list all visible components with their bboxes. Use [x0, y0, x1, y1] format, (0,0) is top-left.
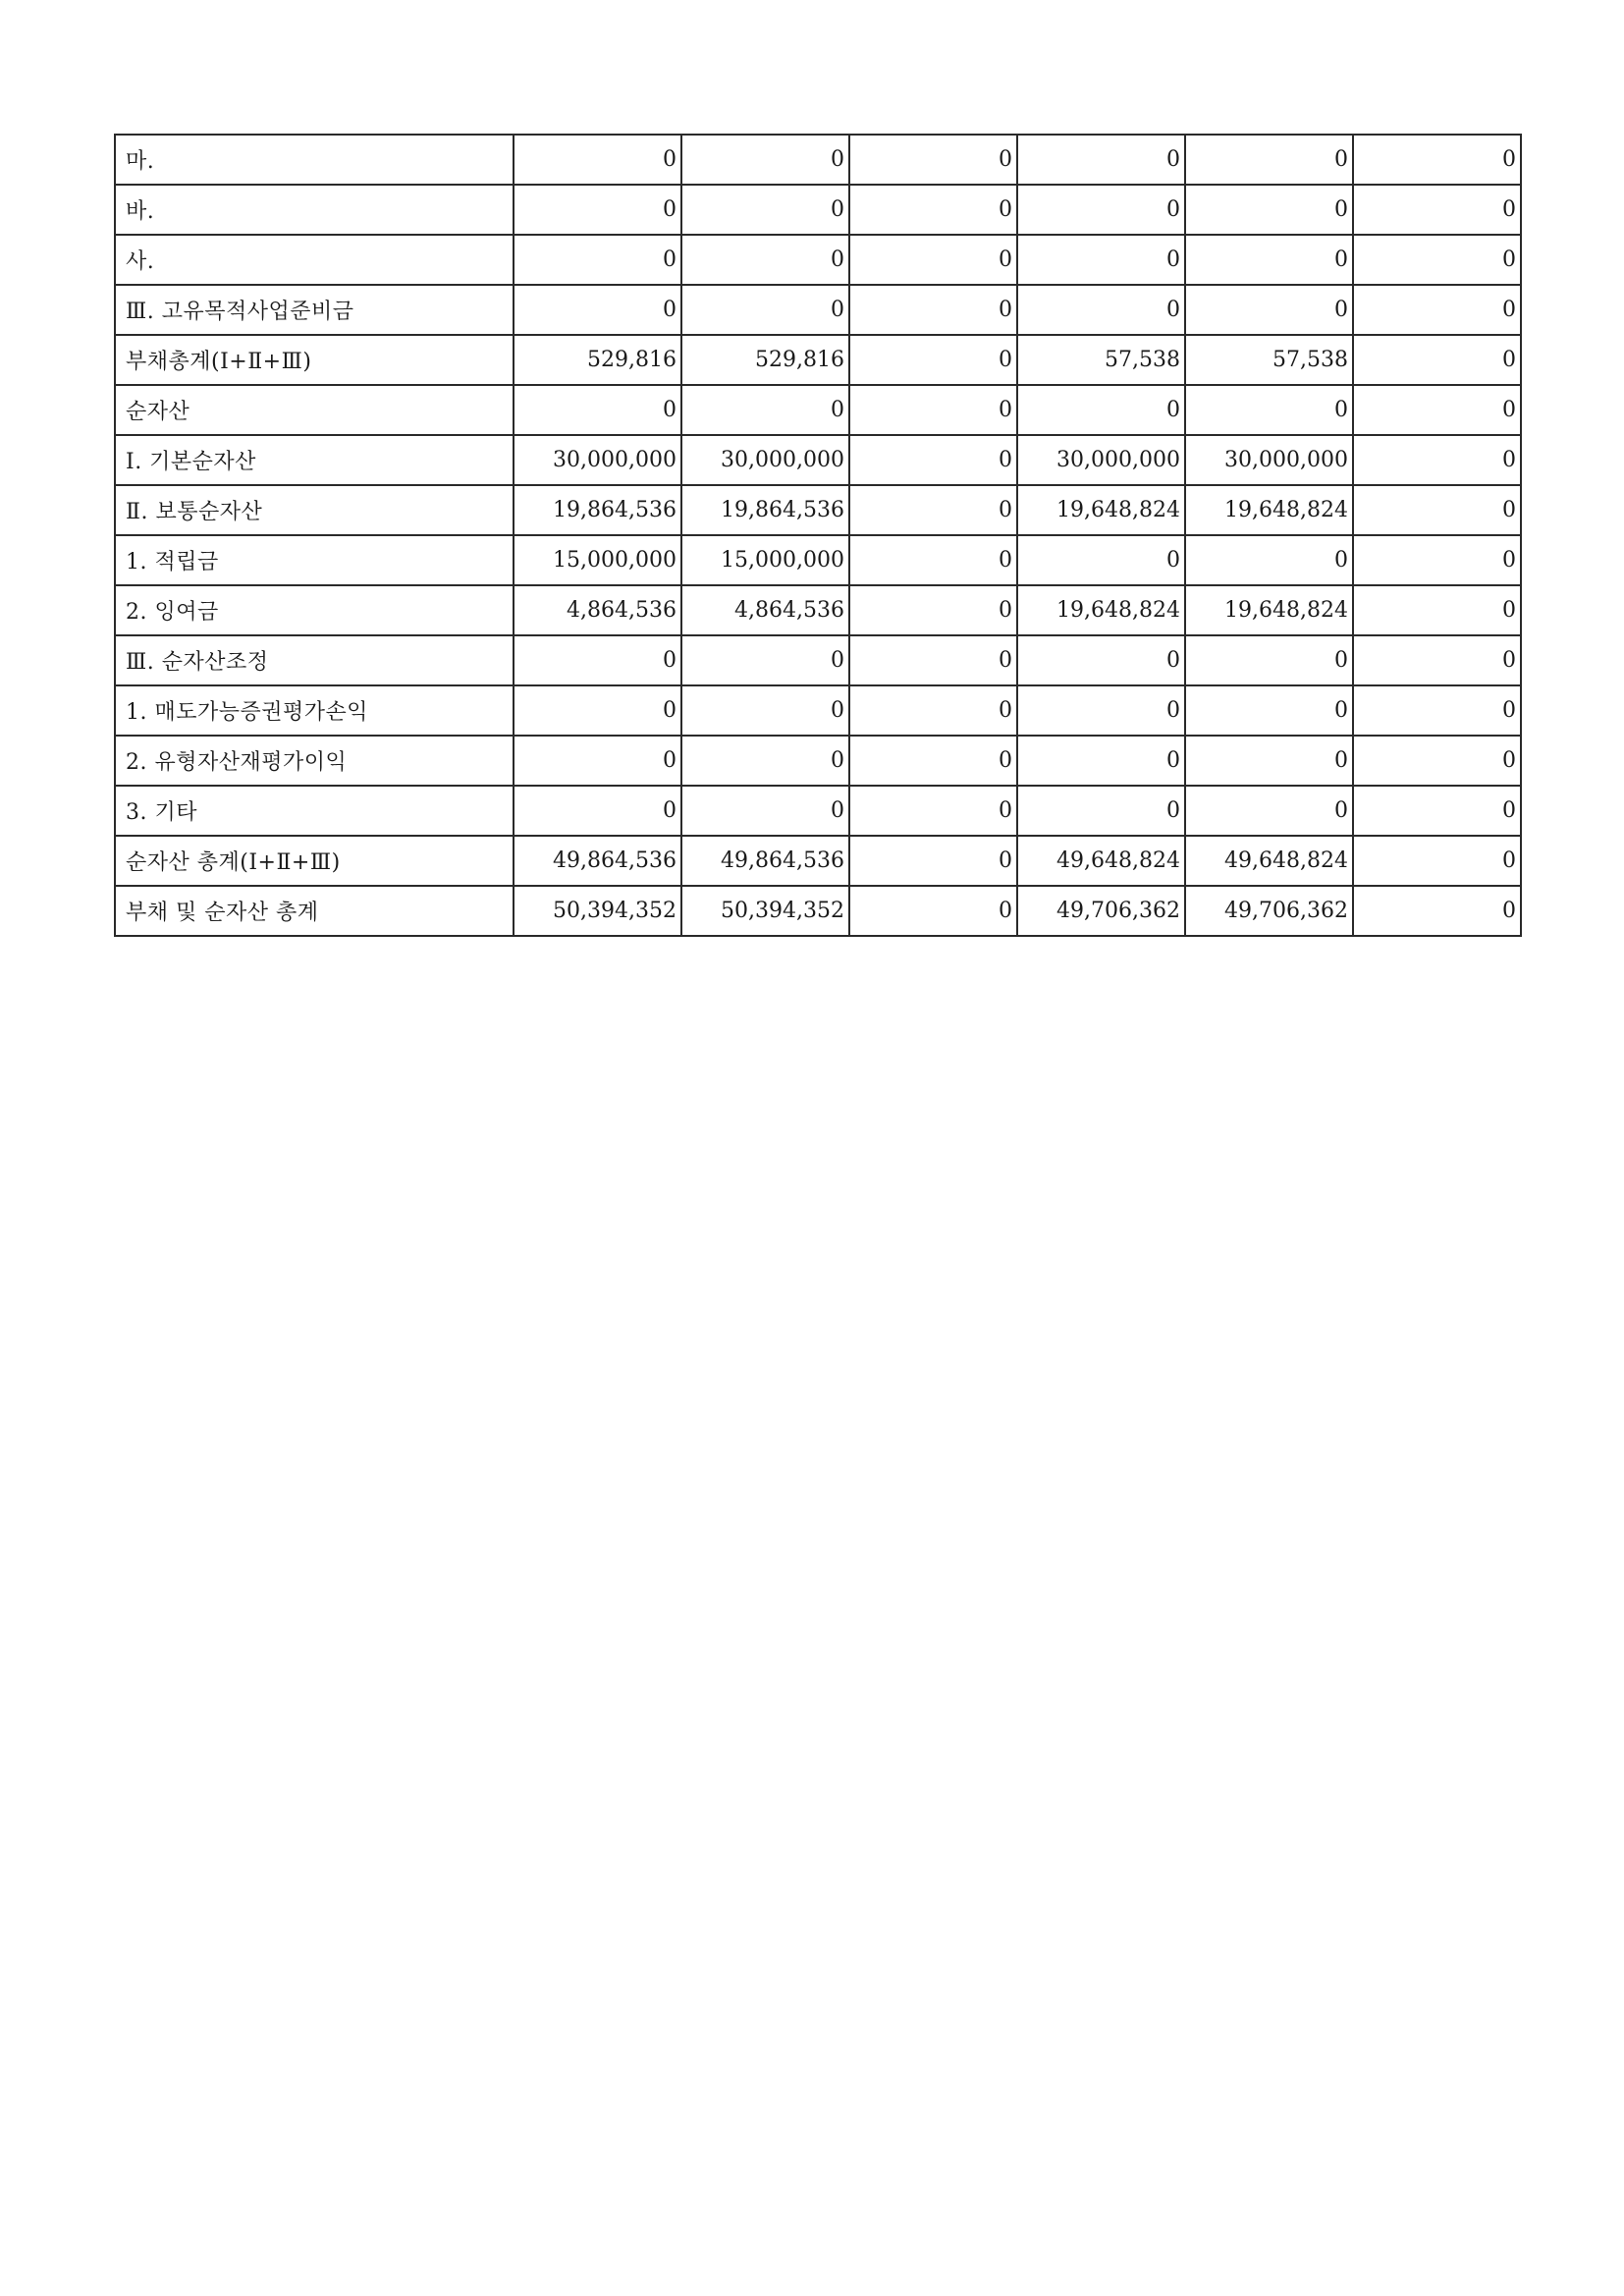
row-value-col-6: 0	[1353, 285, 1521, 335]
row-value-col-5: 19,648,824	[1185, 585, 1353, 635]
row-value-col-2: 49,864,536	[681, 836, 849, 886]
row-value-col-3: 0	[849, 585, 1017, 635]
row-value-col-1: 0	[514, 736, 681, 786]
row-value-col-3: 0	[849, 635, 1017, 685]
row-value-col-6: 0	[1353, 485, 1521, 535]
row-value-col-4: 0	[1017, 135, 1185, 185]
row-value-col-2: 0	[681, 285, 849, 335]
row-value-col-3: 0	[849, 685, 1017, 736]
row-label: Ⅰ. 기본순자산	[115, 435, 514, 485]
row-value-col-3: 0	[849, 135, 1017, 185]
row-value-col-3: 0	[849, 786, 1017, 836]
row-value-col-1: 30,000,000	[514, 435, 681, 485]
table-row	[115, 585, 1521, 635]
row-value-col-4: 19,648,824	[1017, 585, 1185, 635]
table-row	[115, 335, 1521, 385]
row-label: Ⅲ. 고유목적사업준비금	[115, 285, 514, 335]
row-value-col-4: 0	[1017, 285, 1185, 335]
row-value-col-4: 30,000,000	[1017, 435, 1185, 485]
row-value-col-1: 50,394,352	[514, 886, 681, 936]
row-label: 부채총계(Ⅰ+Ⅱ+Ⅲ)	[115, 335, 514, 385]
row-label: 바.	[115, 185, 514, 235]
table-row	[115, 485, 1521, 535]
row-value-col-4: 49,648,824	[1017, 836, 1185, 886]
row-value-col-5: 0	[1185, 235, 1353, 285]
row-label: 1. 매도가능증권평가손익	[115, 685, 514, 736]
row-value-col-2: 0	[681, 135, 849, 185]
row-value-col-4: 0	[1017, 736, 1185, 786]
row-value-col-2: 4,864,536	[681, 585, 849, 635]
row-value-col-1: 4,864,536	[514, 585, 681, 635]
row-value-col-1: 0	[514, 235, 681, 285]
row-value-col-5: 0	[1185, 535, 1353, 585]
financial-table	[114, 134, 1522, 937]
row-value-col-1: 0	[514, 685, 681, 736]
row-value-col-2: 0	[681, 635, 849, 685]
row-label: 부채 및 순자산 총계	[115, 886, 514, 936]
row-label: 마.	[115, 135, 514, 185]
row-value-col-1: 0	[514, 185, 681, 235]
row-value-col-3: 0	[849, 235, 1017, 285]
row-value-col-2: 529,816	[681, 335, 849, 385]
row-value-col-1: 0	[514, 635, 681, 685]
row-value-col-3: 0	[849, 886, 1017, 936]
row-label: 순자산 총계(Ⅰ+Ⅱ+Ⅲ)	[115, 836, 514, 886]
row-value-col-6: 0	[1353, 635, 1521, 685]
row-label: 순자산	[115, 385, 514, 435]
row-value-col-5: 0	[1185, 385, 1353, 435]
row-value-col-5: 49,648,824	[1185, 836, 1353, 886]
row-label: 1. 적립금	[115, 535, 514, 585]
row-value-col-4: 0	[1017, 185, 1185, 235]
row-value-col-1: 19,864,536	[514, 485, 681, 535]
row-value-col-6: 0	[1353, 385, 1521, 435]
row-value-col-5: 19,648,824	[1185, 485, 1353, 535]
table-row	[115, 385, 1521, 435]
table-body	[115, 135, 1521, 936]
row-value-col-4: 57,538	[1017, 335, 1185, 385]
row-value-col-2: 0	[681, 185, 849, 235]
row-value-col-5: 0	[1185, 786, 1353, 836]
table-row	[115, 235, 1521, 285]
row-value-col-4: 0	[1017, 235, 1185, 285]
row-value-col-3: 0	[849, 836, 1017, 886]
row-value-col-3: 0	[849, 736, 1017, 786]
row-value-col-1: 15,000,000	[514, 535, 681, 585]
row-value-col-5: 0	[1185, 135, 1353, 185]
row-value-col-4: 0	[1017, 385, 1185, 435]
row-value-col-4: 0	[1017, 635, 1185, 685]
row-value-col-6: 0	[1353, 786, 1521, 836]
row-value-col-3: 0	[849, 285, 1017, 335]
row-value-col-1: 0	[514, 786, 681, 836]
row-value-col-5: 30,000,000	[1185, 435, 1353, 485]
row-value-col-4: 19,648,824	[1017, 485, 1185, 535]
row-label: 3. 기타	[115, 786, 514, 836]
table-row	[115, 135, 1521, 185]
row-value-col-5: 0	[1185, 635, 1353, 685]
row-value-col-1: 49,864,536	[514, 836, 681, 886]
row-value-col-2: 19,864,536	[681, 485, 849, 535]
row-value-col-1: 529,816	[514, 335, 681, 385]
row-value-col-4: 0	[1017, 685, 1185, 736]
row-value-col-5: 49,706,362	[1185, 886, 1353, 936]
row-value-col-5: 0	[1185, 685, 1353, 736]
table-row	[115, 185, 1521, 235]
row-value-col-5: 57,538	[1185, 335, 1353, 385]
row-value-col-4: 0	[1017, 786, 1185, 836]
row-value-col-2: 0	[681, 786, 849, 836]
table-row	[115, 836, 1521, 886]
row-value-col-1: 0	[514, 135, 681, 185]
row-label: Ⅱ. 보통순자산	[115, 485, 514, 535]
row-value-col-2: 50,394,352	[681, 886, 849, 936]
row-value-col-6: 0	[1353, 736, 1521, 786]
row-value-col-6: 0	[1353, 886, 1521, 936]
table-row	[115, 736, 1521, 786]
table-row	[115, 786, 1521, 836]
row-value-col-6: 0	[1353, 435, 1521, 485]
row-label: 2. 유형자산재평가이익	[115, 736, 514, 786]
row-value-col-3: 0	[849, 435, 1017, 485]
row-label: 사.	[115, 235, 514, 285]
row-value-col-6: 0	[1353, 585, 1521, 635]
row-value-col-3: 0	[849, 335, 1017, 385]
row-value-col-6: 0	[1353, 335, 1521, 385]
row-value-col-5: 0	[1185, 285, 1353, 335]
row-value-col-4: 0	[1017, 535, 1185, 585]
row-value-col-2: 0	[681, 736, 849, 786]
row-value-col-2: 30,000,000	[681, 435, 849, 485]
row-value-col-2: 0	[681, 685, 849, 736]
row-value-col-3: 0	[849, 185, 1017, 235]
table-row	[115, 635, 1521, 685]
table-row	[115, 285, 1521, 335]
row-value-col-2: 15,000,000	[681, 535, 849, 585]
table-row	[115, 435, 1521, 485]
row-value-col-6: 0	[1353, 535, 1521, 585]
row-value-col-3: 0	[849, 535, 1017, 585]
row-label: Ⅲ. 순자산조정	[115, 635, 514, 685]
row-value-col-5: 0	[1185, 736, 1353, 786]
row-value-col-6: 0	[1353, 185, 1521, 235]
row-value-col-2: 0	[681, 385, 849, 435]
row-value-col-1: 0	[514, 285, 681, 335]
table-row	[115, 535, 1521, 585]
table-row	[115, 886, 1521, 936]
row-value-col-6: 0	[1353, 685, 1521, 736]
row-value-col-6: 0	[1353, 836, 1521, 886]
table-row	[115, 685, 1521, 736]
row-value-col-4: 49,706,362	[1017, 886, 1185, 936]
row-value-col-6: 0	[1353, 235, 1521, 285]
balance-sheet	[114, 134, 1520, 937]
row-value-col-1: 0	[514, 385, 681, 435]
row-label: 2. 잉여금	[115, 585, 514, 635]
row-value-col-3: 0	[849, 485, 1017, 535]
row-value-col-3: 0	[849, 385, 1017, 435]
row-value-col-2: 0	[681, 235, 849, 285]
row-value-col-6: 0	[1353, 135, 1521, 185]
row-value-col-5: 0	[1185, 185, 1353, 235]
